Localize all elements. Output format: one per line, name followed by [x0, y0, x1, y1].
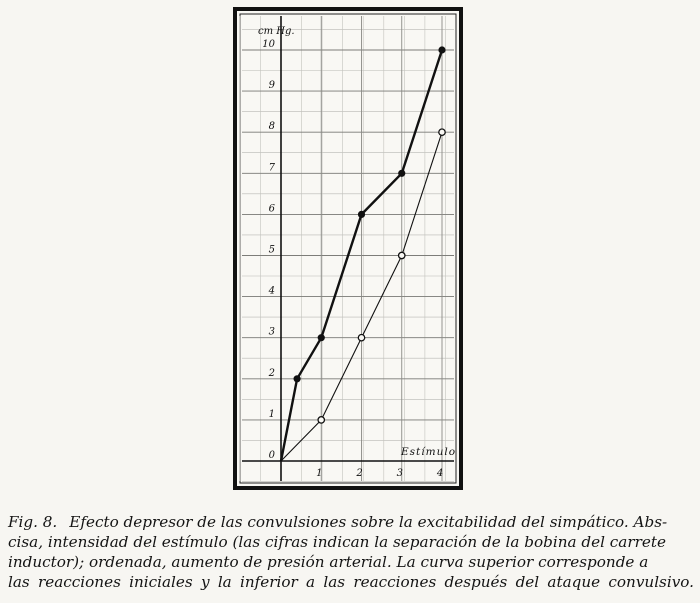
y-axis-label: cm Hg. — [258, 26, 295, 37]
caption-line-1 — [8, 512, 694, 532]
data-point-upper — [359, 211, 365, 217]
caption-line-4: las reacciones iniciales y la inferior a las reacciones después del ataque convulsivo. — [8, 573, 694, 591]
caption-line-3: inductor); ordenada, aumento de presión arterial. La curva superior corresponde a — [8, 553, 649, 571]
y-tick-label: 1 — [268, 408, 275, 420]
x-axis-label: Estímulo — [401, 446, 457, 458]
data-point-lower — [399, 252, 405, 258]
x-tick-label: 3 — [396, 468, 403, 479]
y-tick-label: 0 — [268, 450, 275, 461]
data-point-upper — [439, 47, 445, 53]
y-tick-label: 4 — [268, 285, 275, 297]
data-point-lower — [358, 335, 364, 341]
caption-text: Efecto depresor de las convulsiones sobre la excitabilidad del simpático. Abs- — [69, 513, 668, 531]
figure-label: Fig. 8. — [8, 513, 58, 531]
x-tick-label: 1 — [316, 468, 323, 479]
data-point-upper — [318, 335, 324, 341]
y-tick-label: 7 — [268, 162, 275, 174]
figure-caption — [8, 512, 694, 592]
data-point-lower — [439, 129, 445, 135]
data-point-upper — [399, 170, 405, 176]
y-tick-label: 8 — [268, 121, 275, 133]
y-tick-label: 10 — [262, 39, 275, 50]
caption-line-2: cisa, intensidad del estímulo (las cifras indican la separación de la bobina del carrete — [8, 533, 666, 551]
y-tick-label: 6 — [268, 203, 275, 215]
y-tick-label: 5 — [268, 244, 275, 256]
data-point-upper — [294, 376, 300, 382]
y-tick-label: 3 — [268, 326, 275, 338]
x-tick-label: 4 — [436, 468, 444, 479]
y-tick-label: 2 — [268, 367, 275, 379]
data-point-lower — [318, 417, 324, 423]
x-tick-label: 2 — [356, 468, 363, 479]
y-tick-label: 9 — [268, 80, 275, 92]
